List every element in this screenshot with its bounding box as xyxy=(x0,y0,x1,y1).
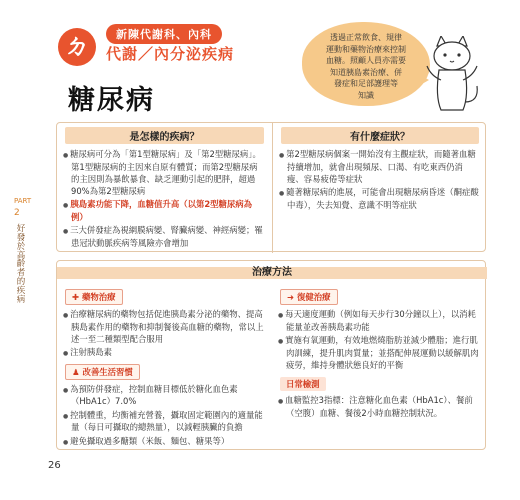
drug-therapy-list xyxy=(57,308,272,359)
bullet-icon: ● xyxy=(279,190,287,198)
list-item-text: 胰島素功能下降，血糖值升高（以第2型糖尿病為例） xyxy=(70,199,253,222)
bubble-line: 知道胰島素治療、併 xyxy=(330,67,402,77)
bullet-icon: ● xyxy=(63,228,71,236)
list-item-text: 治療糖尿病的藥物包括促進胰島素分泌的藥物、提高胰島素作用的藥物和抑制餐後高血糖的藥物，常以上述一至二種類型配合服用 xyxy=(70,309,264,344)
sidebar-char: 發 xyxy=(16,232,26,243)
list-item xyxy=(57,308,272,345)
page-number: 26 xyxy=(48,460,61,471)
speech-bubble xyxy=(302,22,430,106)
lifestyle-list xyxy=(57,383,272,447)
bullet-icon: ● xyxy=(63,412,71,420)
drug-therapy-label: 藥物治療 xyxy=(82,292,116,302)
treatment-left-column xyxy=(57,285,272,451)
disease-heading: 是怎樣的疾病？ xyxy=(65,127,264,144)
symptoms-heading: 有什麼症狀？ xyxy=(281,127,479,144)
lifestyle-label: 改善生活習慣 xyxy=(82,366,133,377)
subcategory-label: 代謝／內分泌疾病 xyxy=(106,45,235,63)
rehab-list xyxy=(272,308,487,371)
bullet-icon: ● xyxy=(63,350,71,358)
category-emblem-icon: ㄉ xyxy=(58,28,96,66)
list-item xyxy=(273,148,487,185)
bullet-icon: ● xyxy=(63,438,71,446)
list-item xyxy=(273,186,487,211)
page-title: 糖尿病 xyxy=(68,85,155,116)
sidebar-char: 疾 xyxy=(16,286,26,297)
daily-check-label: 日常檢測 xyxy=(286,378,320,389)
speech-bubble-text xyxy=(310,32,422,102)
list-item-text: 避免攝取過多醣類（米飯、麵包、糖果等） xyxy=(70,435,230,446)
lifestyle-tag xyxy=(65,364,140,380)
list-item-text: 注射胰島素 xyxy=(70,347,113,358)
symptoms-list xyxy=(273,148,487,211)
list-item-text: 為預防併發症，控制血糖目標低於糖化血色素（HbA1c）7.0% xyxy=(70,383,238,407)
part-label: PART xyxy=(14,197,32,205)
list-item xyxy=(272,334,487,371)
walking-icon: ➜ xyxy=(287,292,295,302)
bullet-icon: ● xyxy=(63,386,71,394)
list-item-text: 三大併發症為視網膜病變、腎臟病變、神經病變；罹患冠狀動脈疾病等風險亦會增加 xyxy=(70,225,263,248)
symptoms-column xyxy=(272,123,487,253)
disease-list xyxy=(57,148,272,249)
list-item xyxy=(57,148,272,197)
drug-therapy-tag xyxy=(65,289,123,305)
cat-mascot-icon xyxy=(423,36,481,114)
sidebar-char: 好 xyxy=(16,223,26,234)
list-item xyxy=(57,198,272,223)
list-item-text: 控制體重，均衡補充營養，攝取固定範圍內的適量能量（每日可攝取的總熱量），以減輕胰臟的負擔 xyxy=(70,409,263,433)
bullet-icon: ● xyxy=(278,397,286,405)
bubble-line: 血糖。照顧人員亦需要 xyxy=(326,56,406,66)
list-item xyxy=(57,346,272,359)
list-item xyxy=(57,383,272,408)
list-item-text: 實施有氧運動，有效地燃燒脂肪並減少體脂；進行肌肉訓練，提升肌肉質量；並搭配伸展運動以緩解肌肉疲勞，維持身體狀態良好的平衡 xyxy=(285,334,479,370)
bubble-line: 運動和藥物治療來控制 xyxy=(326,44,406,54)
list-item xyxy=(272,394,487,419)
treatment-heading: 治療方法 xyxy=(57,267,487,279)
bubble-line: 透過正常飲食、規律 xyxy=(330,33,402,42)
treatment-right-column xyxy=(272,285,487,451)
list-item-text: 隨著糖尿病的進展，可能會出現糖尿病昏迷（酮症酸中毒），失去知覺、意識不明等症狀 xyxy=(286,187,479,210)
category-badge: 新陳代謝科、內科 xyxy=(106,24,222,44)
sidebar-vertical-text xyxy=(14,225,28,305)
list-item-text: 血糖監控3指標：注意糖化血色素（HbA1c）、餐前（空腹）血糖、餐後2小時血糖控制狀況。 xyxy=(285,394,473,418)
list-item-text: 第2型糖尿病個案一開始沒有主觀症狀，而隨著血糖持續增加，就會出現頻尿、口渴、有吃東西仍消瘦、容易疲倦等症狀 xyxy=(286,149,476,184)
list-item xyxy=(272,308,487,333)
bullet-icon: ● xyxy=(63,202,71,210)
disease-column xyxy=(57,123,272,253)
list-item xyxy=(57,435,272,448)
pill-icon: ✚ xyxy=(72,292,80,302)
part-number: 2 xyxy=(14,208,20,219)
page-header xyxy=(58,6,278,116)
sidebar-char: 高 xyxy=(16,250,26,261)
rehab-label: 復健治療 xyxy=(297,292,331,302)
sidebar-char: 齡 xyxy=(16,259,26,270)
sidebar-char: 的 xyxy=(16,277,26,288)
list-item-text: 每天適度運動（例如每天步行30分鐘以上），以消耗能量並改善胰島素功能 xyxy=(285,309,476,332)
bullet-icon: ● xyxy=(279,152,287,159)
daily-check-tag xyxy=(280,377,326,391)
list-item xyxy=(57,409,272,434)
sidebar-char: 者 xyxy=(16,268,26,279)
person-icon: ♟ xyxy=(72,366,80,377)
list-item xyxy=(57,224,272,249)
bubble-line: 發症和足部護理等 xyxy=(334,79,398,89)
bullet-icon: ● xyxy=(63,152,71,159)
bullet-icon: ● xyxy=(63,312,71,319)
list-item-text: 糖尿病可分為「第1型糖尿病」及「第2型糖尿病」。第1型糖尿病的主因來自原有體質；而第2型糖尿病的主因則為暴飲暴食、缺乏運動引起的肥胖，超過90%為第2型糖尿病 xyxy=(70,149,261,197)
treatment-panel xyxy=(56,260,486,450)
overview-panel xyxy=(56,122,486,252)
sidebar-char: 於 xyxy=(16,241,26,252)
sidebar-char: 病 xyxy=(16,295,26,306)
rehab-tag xyxy=(280,289,338,305)
bullet-icon: ● xyxy=(278,312,286,319)
part-sidebar xyxy=(14,197,32,306)
bubble-line: 知識 xyxy=(358,90,374,100)
daily-check-list xyxy=(272,394,487,419)
bullet-icon: ● xyxy=(278,337,286,345)
